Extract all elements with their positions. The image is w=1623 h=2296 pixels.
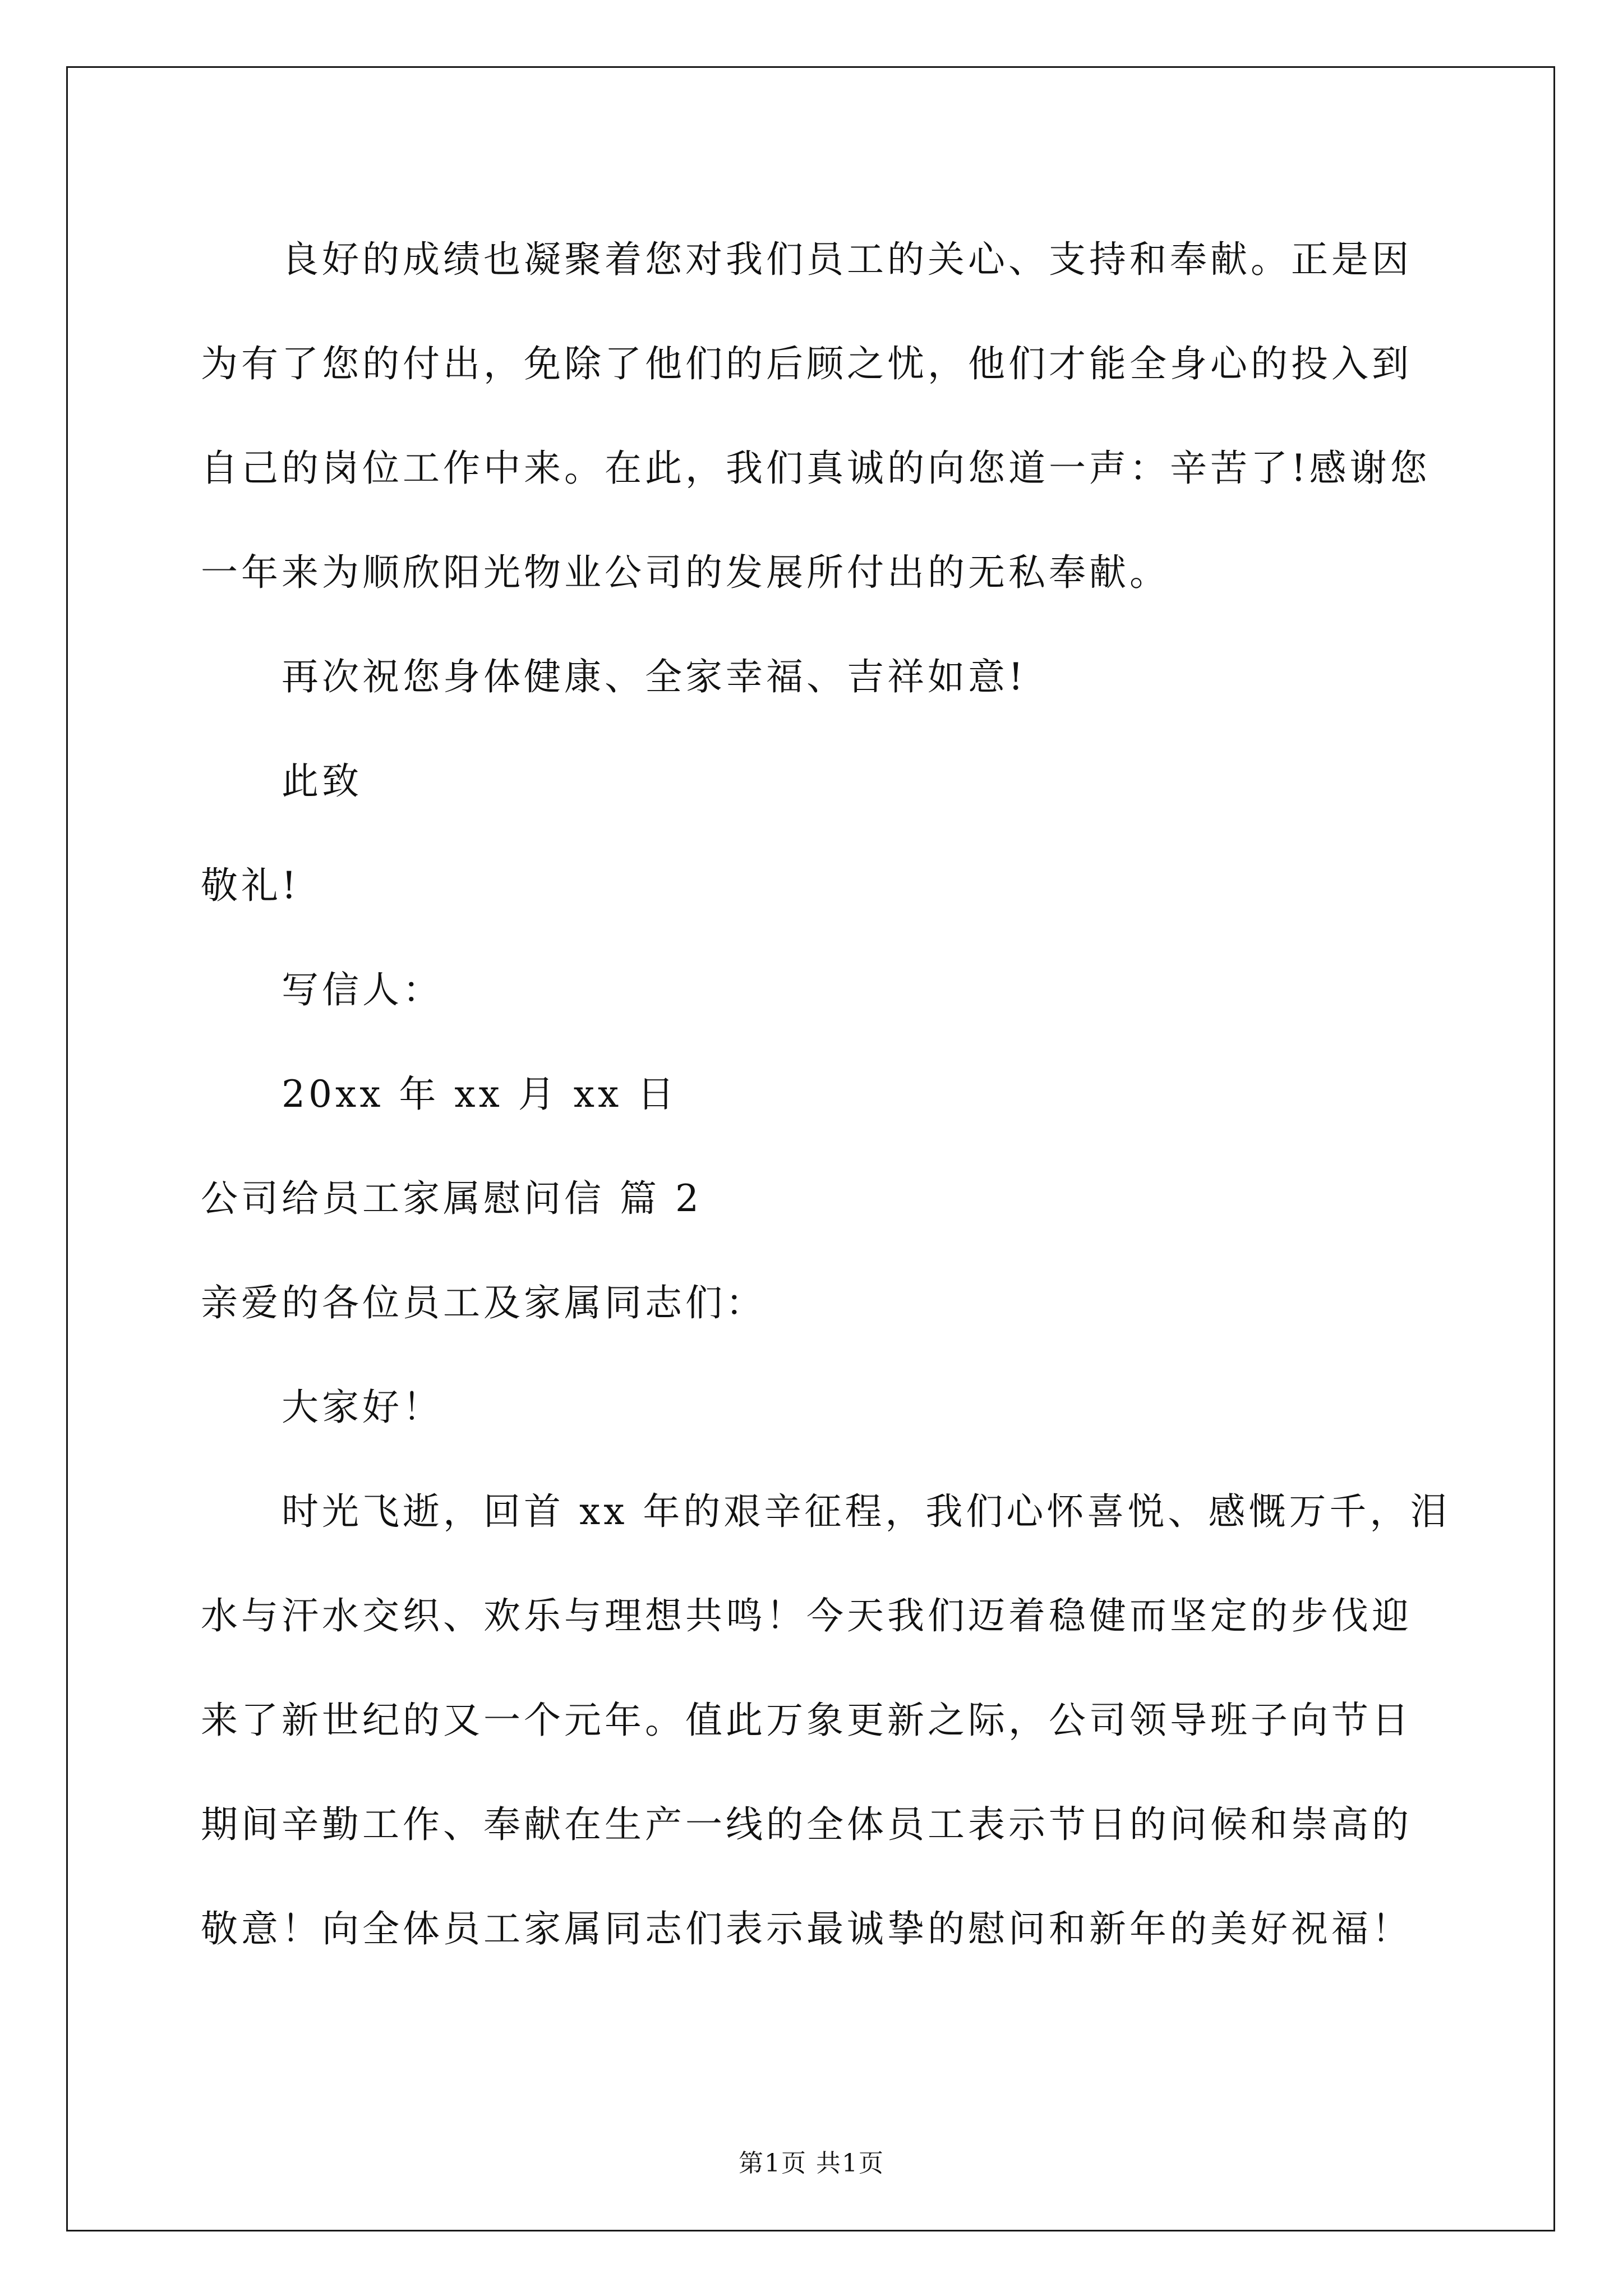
text-line: 一年来为顺欣阳光物业公司的发展所付出的无私奉献。 [201,551,1170,594]
date-line [201,1042,1435,1147]
text-line: 期间辛勤工作、奉献在生产一线的全体员工表示节日的问候和崇高的 [201,1803,1412,1846]
text-line: 此致 [282,760,362,803]
signature-label [201,938,1435,1042]
text-line: 20xx 年 xx 月 xx 日 [282,1073,678,1116]
text-line: 为有了您的付出，免除了他们的后顾之忧，他们才能全身心的投入到 [201,342,1412,385]
text-line: 公司给员工家属慰问信 篇 2 [201,1177,702,1220]
text-line: 良好的成绩也凝聚着您对我们员工的关心、支持和奉献。正是因 [282,238,1412,281]
text-line: 敬礼! [201,864,300,907]
text-line: 时光飞逝，回首 xx 年的艰辛征程，我们心怀喜悦、感慨万千，泪 [282,1490,1451,1533]
closing-regards [201,834,1435,938]
paragraph-body [201,1460,1451,1981]
page-number-footer: 第1页 共1页 [739,2149,884,2178]
text-line: 再次祝您身体健康、全家幸福、吉祥如意! [282,655,1027,698]
paragraph-1 [201,208,1435,625]
text-line: 水与汗水交织、欢乐与理想共鸣！今天我们迈着稳健而坚定的步伐迎 [201,1594,1412,1637]
closing-salutation [201,729,1435,834]
text-line: 亲爱的各位员工及家属同志们： [201,1281,766,1324]
paragraph-2 [201,625,1435,729]
text-line: 敬意！向全体员工家属同志们表示最诚挚的慰问和新年的美好祝福！ [201,1907,1412,1950]
greeting-recipient [201,1251,1435,1355]
greeting [201,1355,1435,1460]
document-body [201,208,1451,1981]
text-line: 大家好！ [282,1386,443,1429]
section-heading [201,1147,1435,1251]
text-line: 来了新世纪的又一个元年。值此万象更新之际，公司领导班子向节日 [201,1699,1412,1742]
text-line: 写信人： [282,968,443,1011]
text-line: 自己的岗位工作中来。在此，我们真诚的向您道一声：辛苦了!感谢您 [201,447,1431,490]
